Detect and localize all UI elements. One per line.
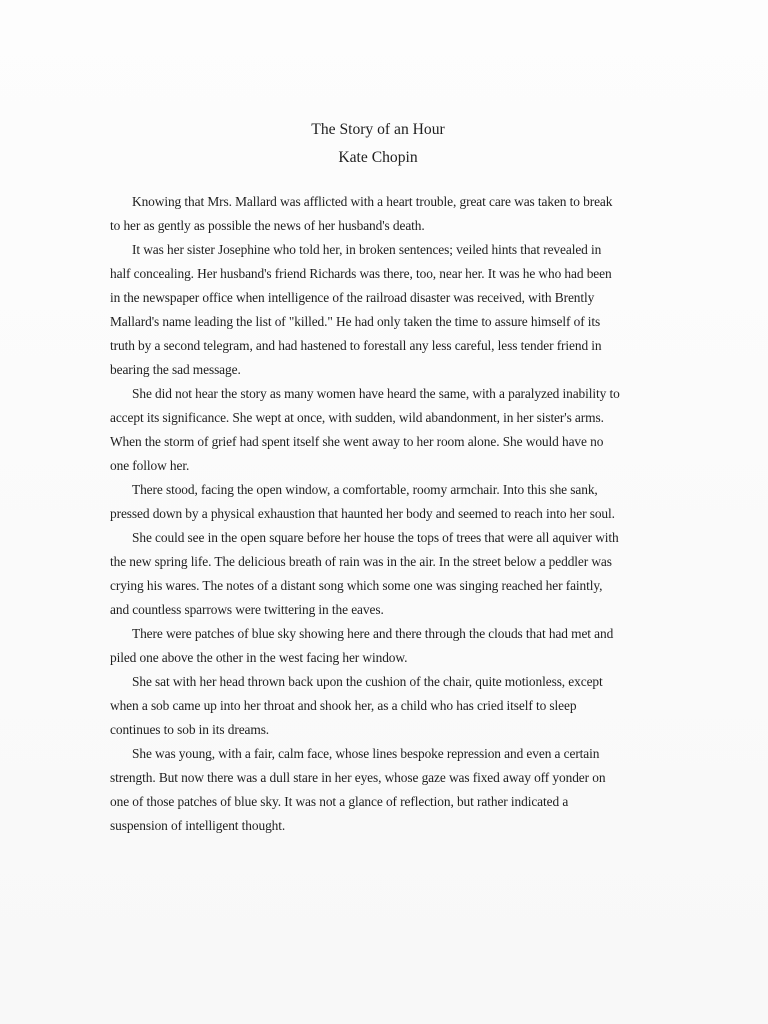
text-line: to her as gently as possible the news of her husband's death.	[110, 218, 425, 233]
text-line: There were patches of blue sky showing here and there through the clouds that had met and	[132, 626, 614, 641]
text-line: piled one above the other in the west facing her window.	[110, 650, 408, 665]
text-line: She sat with her head thrown back upon the cushion of the chair, quite motionless, except	[132, 674, 603, 689]
document-author: Kate Chopin	[338, 149, 418, 166]
text-line: When the storm of grief had spent itself she went away to her room alone. She would have no	[110, 434, 604, 449]
text-line: in the newspaper office when intelligence of the railroad disaster was received, with Brently	[110, 290, 595, 305]
document-title: The Story of an Hour	[311, 121, 445, 138]
text-line: one of those patches of blue sky. It was not a glance of reflection, but rather indicated a	[110, 794, 569, 809]
text-line: She did not hear the story as many women have heard the same, with a paralyzed inability to	[132, 386, 620, 401]
text-line: There stood, facing the open window, a comfortable, roomy armchair. Into this she sank,	[132, 482, 598, 497]
text-line: half concealing. Her husband's friend Richards was there, too, near her. It was he who had been	[110, 266, 612, 281]
text-line: Mallard's name leading the list of "killed." He had only taken the time to assure himself of its	[110, 314, 601, 329]
text-line: pressed down by a physical exhaustion that haunted her body and seemed to reach into her soul.	[110, 506, 615, 521]
text-line: crying his wares. The notes of a distant song which some one was singing reached her faintly,	[110, 578, 603, 593]
text-line: one follow her.	[110, 458, 190, 473]
story-body	[110, 190, 670, 838]
text-line: the new spring life. The delicious breath of rain was in the air. In the street below a peddler was	[110, 554, 612, 569]
text-line: truth by a second telegram, and had hastened to forestall any less careful, less tender friend in	[110, 338, 602, 353]
text-line: She could see in the open square before her house the tops of trees that were all aquiver with	[132, 530, 619, 545]
text-line: and countless sparrows were twittering in the eaves.	[110, 602, 384, 617]
title-block	[0, 116, 756, 172]
text-line: continues to sob in its dreams.	[110, 722, 270, 737]
text-line: She was young, with a fair, calm face, whose lines bespoke repression and even a certain	[132, 746, 600, 761]
text-line: Knowing that Mrs. Mallard was afflicted with a heart trouble, great care was taken to break	[132, 194, 613, 209]
text-line: strength. But now there was a dull stare in her eyes, whose gaze was fixed away off yonder on	[110, 770, 606, 785]
text-line: accept its significance. She wept at once, with sudden, wild abandonment, in her sister's arms.	[110, 410, 604, 425]
text-line: bearing the sad message.	[110, 362, 241, 377]
text-line: suspension of intelligent thought.	[110, 818, 286, 833]
text-line: when a sob came up into her throat and shook her, as a child who has cried itself to sleep	[110, 698, 577, 713]
text-line: It was her sister Josephine who told her, in broken sentences; veiled hints that revealed in	[132, 242, 602, 257]
